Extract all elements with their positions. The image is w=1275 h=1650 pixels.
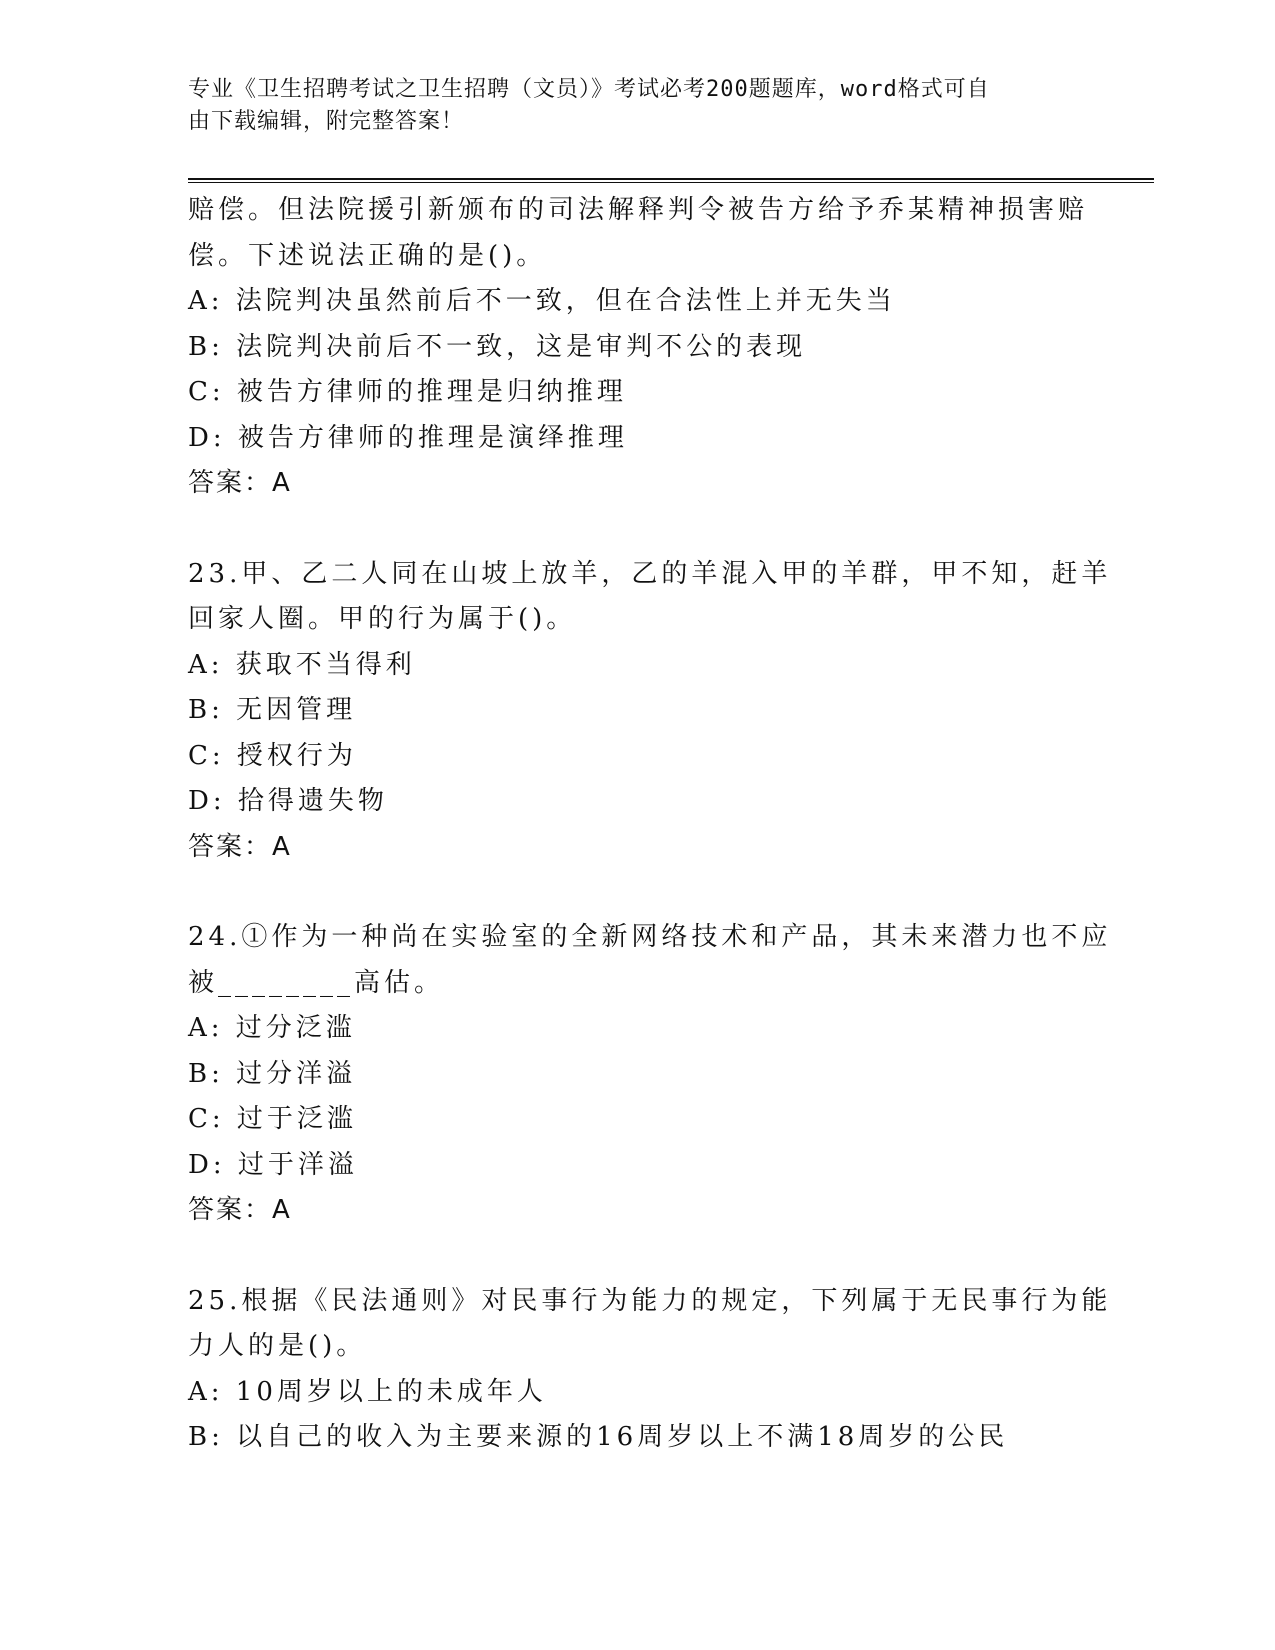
option-a: A: 过分泛滥 xyxy=(188,1013,356,1043)
option-d: D: 过于洋溢 xyxy=(188,1149,358,1180)
question-text: 23.甲、乙二人同在山坡上放羊，乙的羊混入甲的羊群，甲不知，赶羊 xyxy=(188,558,1112,589)
question-text: 24.①作为一种尚在实验室的全新网络技术和产品，其未来潜力也不应 xyxy=(188,922,1112,952)
question-text: 被________高估。 xyxy=(188,967,445,998)
question-text: 赔偿。但法院援引新颁布的司法解释判令被告方给予乔某精神损害赔 xyxy=(188,195,1089,225)
option-c: C: 被告方律师的推理是归纳推理 xyxy=(188,377,627,407)
document-header xyxy=(188,74,1068,138)
option-d: D: 拾得遗失物 xyxy=(188,786,388,816)
header-title-line-1: 专业《卫生招聘考试之卫生招聘（文员）》考试必考200题题库，word格式可自 xyxy=(188,77,990,102)
header-divider-thin xyxy=(188,182,1154,183)
question-23 xyxy=(188,552,1112,871)
option-a: A: 法院判决虽然前后不一致，但在合法性上并无失当 xyxy=(188,286,896,316)
option-c: C: 授权行为 xyxy=(188,740,357,771)
option-b: B: 以自己的收入为主要来源的16周岁以上不满18周岁的公民 xyxy=(188,1422,1009,1452)
header-title-line-2: 由下载编辑，附完整答案！ xyxy=(188,109,465,134)
question-text: 力人的是()。 xyxy=(188,1331,367,1361)
question-22-continuation xyxy=(188,188,1088,507)
question-text: 偿。下述说法正确的是()。 xyxy=(188,240,547,271)
document-body xyxy=(188,188,1112,1461)
option-b: B: 法院判决前后不一致，这是审判不公的表现 xyxy=(188,331,807,362)
header-divider xyxy=(188,178,1154,180)
answer-line: 答案：A xyxy=(188,1195,292,1225)
option-a: A: 获取不当得利 xyxy=(188,649,416,680)
question-text: 25.根据《民法通则》对民事行为能力的规定，下列属于无民事行为能 xyxy=(188,1285,1112,1316)
answer-line: 答案：A xyxy=(188,831,292,862)
option-d: D: 被告方律师的推理是演绎推理 xyxy=(188,422,628,453)
question-text: 回家人圈。甲的行为属于()。 xyxy=(188,604,577,634)
option-b: B: 过分洋溢 xyxy=(188,1058,357,1089)
option-b: B: 无因管理 xyxy=(188,695,357,725)
answer-line: 答案：A xyxy=(188,468,292,498)
option-c: C: 过于泛滥 xyxy=(188,1104,357,1134)
option-a: A: 10周岁以上的未成年人 xyxy=(188,1376,547,1407)
question-24 xyxy=(188,915,1112,1234)
question-25 xyxy=(188,1279,1112,1461)
